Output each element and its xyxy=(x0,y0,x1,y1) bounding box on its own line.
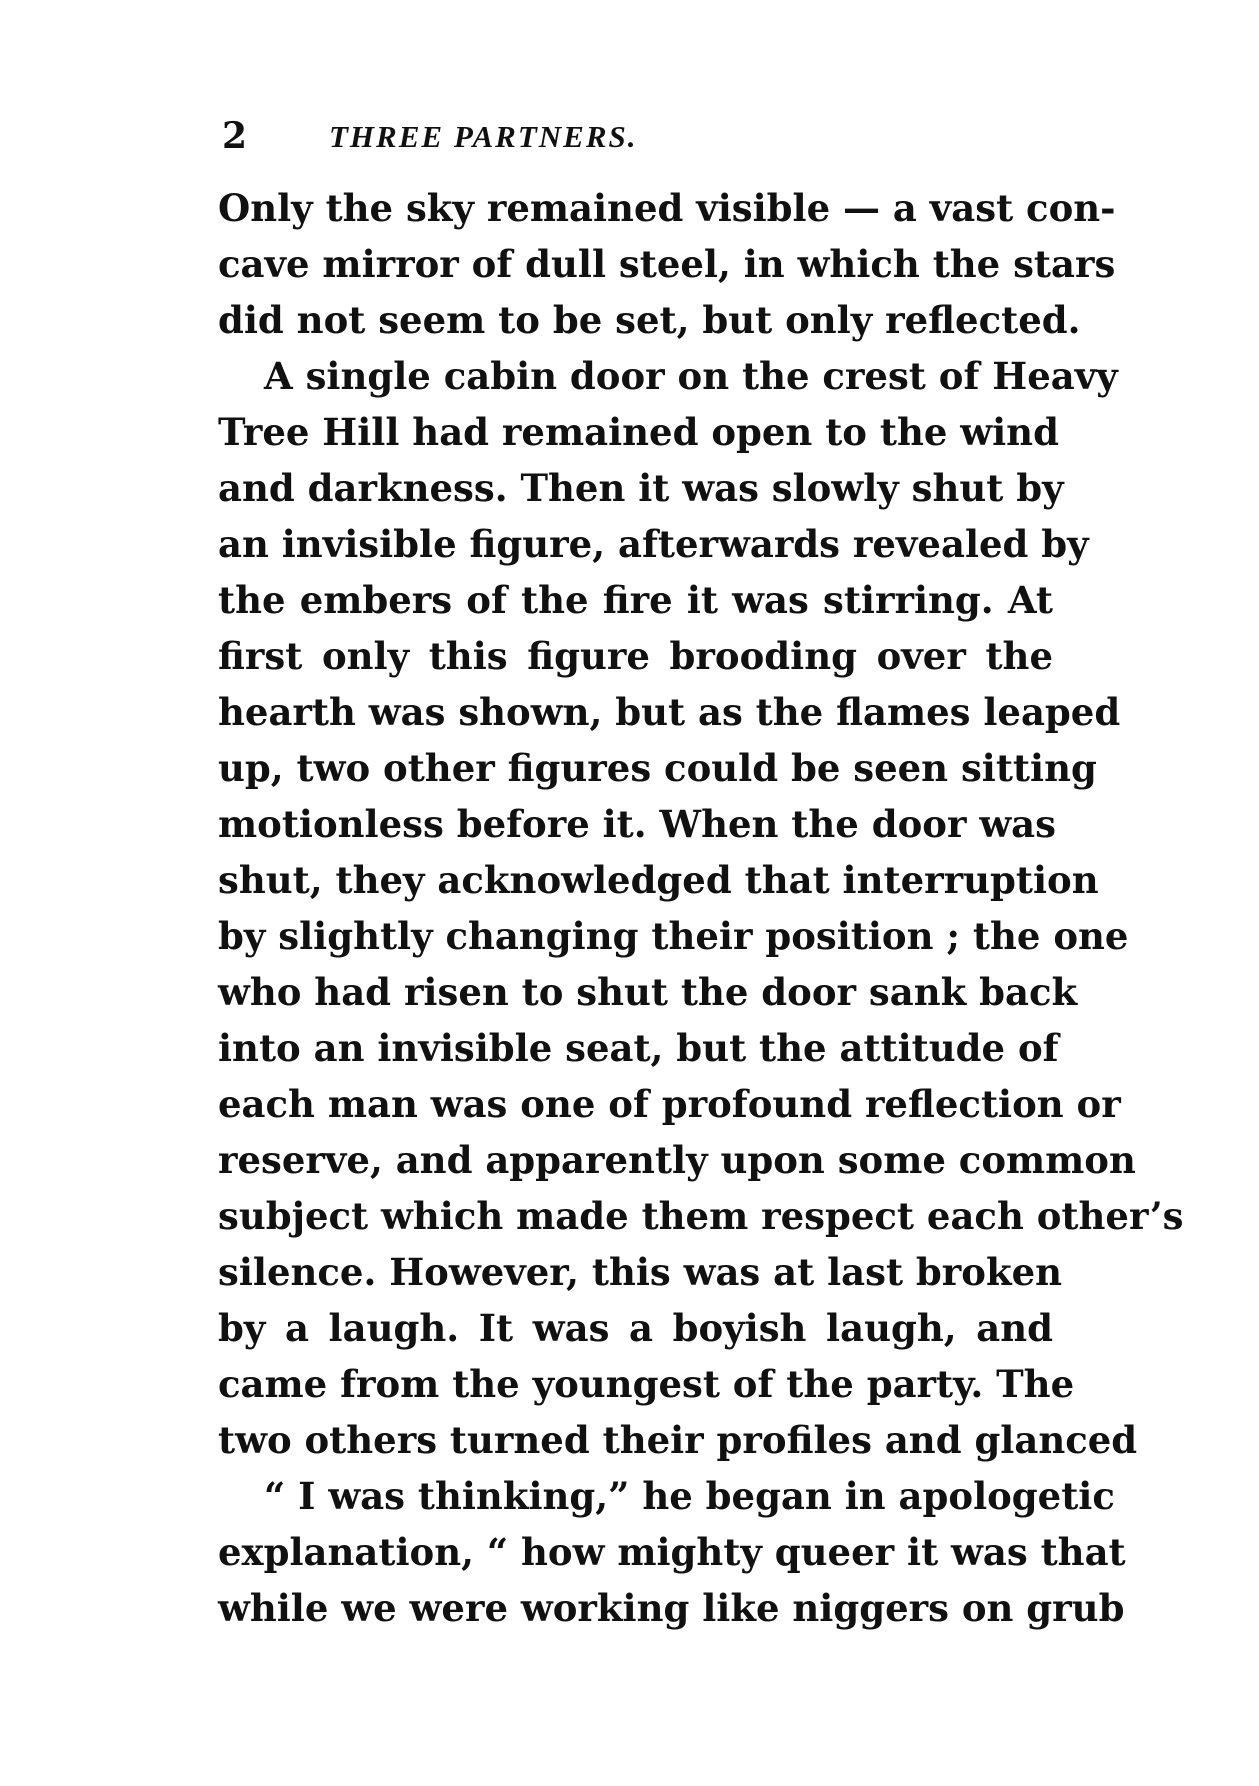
text-line: “ I was thinking,” he began in apologetic xyxy=(264,1474,1115,1518)
text-line: who had risen to shut the door sank back xyxy=(218,970,1078,1014)
text-line: hearth was shown, but as the flames leaped xyxy=(218,690,1121,734)
paragraph xyxy=(218,1468,1126,1636)
page-header xyxy=(222,112,1052,162)
text-line: Only the sky remained visible — a vast con- xyxy=(218,186,1116,230)
text-line: the embers of the fire it was stirring. At xyxy=(218,578,1053,622)
text-line: each man was one of profound reflection or xyxy=(218,1082,1121,1126)
text-line: two others turned their profiles and glanced xyxy=(218,1418,1138,1462)
text-line: did not seem to be set, but only reflected. xyxy=(218,298,1081,342)
body-text xyxy=(218,180,1184,1636)
page-number: 2 xyxy=(222,115,248,157)
running-head: THREE PARTNERS. xyxy=(329,119,638,154)
text-line: by a laugh. It was a boyish laugh, and xyxy=(218,1306,1053,1350)
text-line: came from the youngest of the party. The xyxy=(218,1362,1075,1406)
text-line: reserve, and apparently upon some common xyxy=(218,1138,1136,1182)
text-line: and darkness. Then it was slowly shut by xyxy=(218,466,1064,510)
text-line: up, two other figures could be seen sitting xyxy=(218,746,1097,790)
text-line: Tree Hill had remained open to the wind xyxy=(218,410,1059,454)
text-line: A single cabin door on the crest of Heavy xyxy=(264,354,1118,398)
text-line: explanation, “ how mighty queer it was that xyxy=(218,1530,1126,1574)
text-line: motionless before it. When the door was xyxy=(218,802,1056,846)
text-line: cave mirror of dull steel, in which the stars xyxy=(218,242,1116,286)
text-line: an invisible figure, afterwards revealed by xyxy=(218,522,1089,566)
text-line: while we were working like niggers on grub xyxy=(218,1586,1125,1630)
text-line: silence. However, this was at last broken xyxy=(218,1250,1063,1294)
text-line: shut, they acknowledged that interruption xyxy=(218,858,1099,902)
text-line: first only this figure brooding over the xyxy=(218,634,1053,678)
text-line: into an invisible seat, but the attitude of xyxy=(218,1026,1059,1070)
paragraph xyxy=(218,180,1116,348)
text-line: by slightly changing their position ; the one xyxy=(218,914,1129,958)
text-line: subject which made them respect each other’s xyxy=(218,1194,1184,1238)
paragraph xyxy=(218,348,1184,1468)
